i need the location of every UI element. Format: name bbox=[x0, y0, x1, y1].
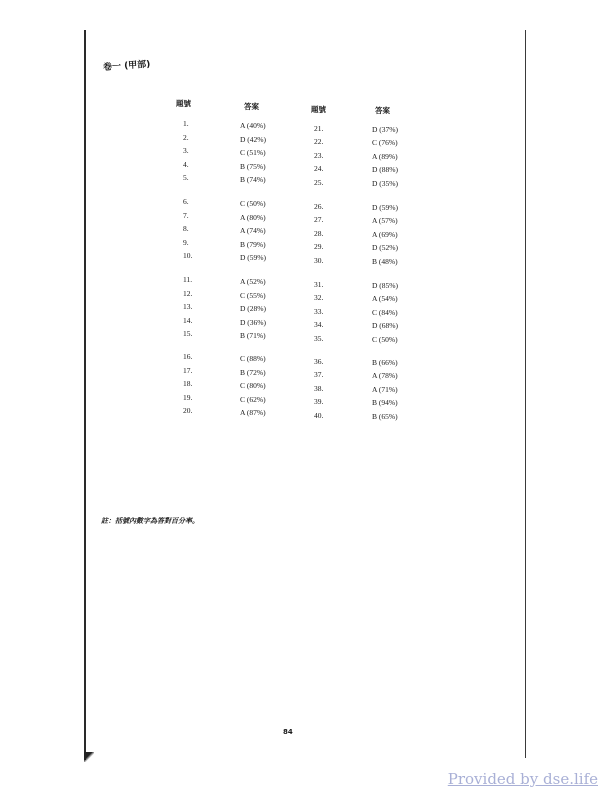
answer-row bbox=[183, 251, 267, 263]
answer-value: D (59%) bbox=[372, 203, 399, 212]
answer-row bbox=[314, 306, 398, 317]
answer-row bbox=[183, 392, 266, 404]
question-number: 17. bbox=[183, 365, 193, 375]
answer-value: D (42%) bbox=[240, 134, 267, 144]
answer-value: A (57%) bbox=[372, 216, 398, 226]
answer-value: C (55%) bbox=[240, 290, 266, 300]
question-number: 32. bbox=[314, 293, 324, 303]
answer-row bbox=[183, 365, 266, 377]
answer-value: C (76%) bbox=[372, 138, 398, 148]
question-number: 12. bbox=[183, 288, 193, 298]
question-number: 33. bbox=[314, 306, 324, 316]
question-number: 29. bbox=[314, 242, 324, 252]
question-number: 3. bbox=[183, 146, 189, 156]
question-number: 38. bbox=[314, 383, 324, 393]
answer-value: D (88%) bbox=[372, 165, 399, 175]
question-number: 22. bbox=[314, 137, 324, 147]
answer-row bbox=[314, 124, 399, 134]
answer-row bbox=[314, 383, 398, 394]
answer-row bbox=[314, 370, 398, 381]
answer-value: C (84%) bbox=[372, 307, 398, 317]
question-number: 8. bbox=[183, 224, 189, 234]
question-number: 24. bbox=[314, 164, 324, 174]
answer-value: A (69%) bbox=[372, 229, 398, 239]
question-number: 39. bbox=[314, 397, 324, 407]
question-number: 23. bbox=[314, 150, 324, 160]
answer-row bbox=[314, 215, 398, 226]
question-number: 14. bbox=[183, 315, 193, 325]
question-number: 21. bbox=[314, 124, 324, 133]
answer-value: A (54%) bbox=[372, 294, 398, 304]
question-number: 15. bbox=[183, 329, 193, 339]
question-number: 26. bbox=[314, 202, 324, 211]
answer-value: B (94%) bbox=[372, 398, 398, 408]
question-number: 35. bbox=[314, 333, 324, 343]
answer-row bbox=[183, 302, 267, 314]
question-number: 6. bbox=[183, 197, 189, 206]
question-number: 10. bbox=[183, 251, 193, 261]
question-number: 28. bbox=[314, 228, 324, 238]
question-number: 36. bbox=[314, 357, 324, 366]
answer-value: A (74%) bbox=[240, 226, 266, 236]
answer-value: C (80%) bbox=[240, 381, 266, 391]
answer-row bbox=[314, 242, 399, 253]
question-number: 5. bbox=[183, 173, 189, 183]
paper-title: 卷一 (甲部) bbox=[102, 59, 151, 73]
answer-row bbox=[183, 406, 266, 418]
header-left-answer: 答案 bbox=[244, 102, 259, 111]
question-number: 4. bbox=[183, 159, 189, 169]
answer-row bbox=[183, 224, 266, 236]
answer-row bbox=[314, 410, 398, 421]
question-number: 31. bbox=[314, 280, 324, 289]
answer-row bbox=[314, 164, 399, 175]
question-number: 2. bbox=[183, 132, 189, 142]
answer-value: B (66%) bbox=[372, 358, 398, 367]
answer-value: B (48%) bbox=[372, 256, 398, 266]
question-number: 19. bbox=[183, 392, 193, 402]
answer-row bbox=[183, 197, 266, 208]
question-number: 25. bbox=[314, 177, 324, 187]
question-number: 20. bbox=[183, 406, 193, 416]
page-number: 84 bbox=[283, 728, 293, 736]
answer-row bbox=[183, 132, 267, 144]
answer-value: D (37%) bbox=[372, 125, 399, 134]
header-right-question: 題號 bbox=[311, 105, 326, 114]
scan-bottom-shadow bbox=[84, 752, 94, 762]
answer-row bbox=[314, 333, 398, 344]
question-number: 37. bbox=[314, 370, 324, 380]
answer-value: B (65%) bbox=[372, 411, 398, 421]
answer-row bbox=[183, 379, 266, 391]
question-number: 11. bbox=[183, 275, 193, 284]
answer-row bbox=[183, 315, 267, 327]
footnote: 註：括號內數字為答對百分率。 bbox=[101, 517, 199, 525]
answer-row bbox=[314, 177, 399, 188]
scan-left-edge bbox=[84, 30, 86, 760]
answer-row bbox=[183, 237, 266, 249]
answer-row bbox=[183, 329, 266, 341]
answer-row bbox=[314, 280, 399, 290]
answer-value: B (74%) bbox=[240, 175, 266, 185]
question-number: 40. bbox=[314, 410, 324, 420]
question-number: 27. bbox=[314, 215, 324, 225]
answer-value: D (28%) bbox=[240, 304, 267, 314]
answer-row bbox=[183, 210, 266, 222]
answer-value: A (87%) bbox=[240, 408, 266, 418]
answer-row bbox=[183, 275, 266, 286]
answer-row bbox=[314, 228, 398, 239]
answer-row bbox=[183, 119, 266, 130]
footer-source-link[interactable]: Provided by dse.life bbox=[447, 770, 598, 788]
header-left-question: 題號 bbox=[176, 99, 191, 108]
answer-value: B (75%) bbox=[240, 161, 266, 171]
header-right-answer: 答案 bbox=[375, 106, 390, 115]
answer-row bbox=[314, 397, 398, 408]
answer-value: A (78%) bbox=[372, 371, 398, 381]
question-number: 7. bbox=[183, 210, 189, 220]
answer-row bbox=[314, 150, 398, 161]
answer-value: D (35%) bbox=[372, 178, 399, 188]
answer-value: A (89%) bbox=[372, 151, 398, 161]
answer-value: D (52%) bbox=[372, 243, 399, 253]
answer-value: D (36%) bbox=[240, 317, 267, 327]
question-number: 34. bbox=[314, 320, 324, 330]
answer-row bbox=[314, 357, 398, 367]
answer-value: D (68%) bbox=[372, 321, 399, 331]
answer-value: A (52%) bbox=[240, 277, 266, 286]
answer-row bbox=[314, 137, 398, 148]
answer-row bbox=[314, 202, 399, 212]
question-number: 30. bbox=[314, 255, 324, 265]
question-number: 13. bbox=[183, 302, 193, 312]
answer-value: B (72%) bbox=[240, 367, 266, 377]
answer-value: A (80%) bbox=[240, 212, 266, 222]
question-number: 9. bbox=[183, 237, 189, 247]
question-number: 1. bbox=[183, 119, 189, 128]
question-number: 18. bbox=[183, 379, 193, 389]
answer-row bbox=[183, 288, 266, 300]
answer-value: C (51%) bbox=[240, 148, 266, 158]
answer-value: A (71%) bbox=[372, 384, 398, 394]
answer-row bbox=[183, 146, 266, 158]
answer-row bbox=[183, 352, 266, 363]
question-number: 16. bbox=[183, 352, 193, 361]
answer-row bbox=[314, 320, 399, 331]
answer-row bbox=[314, 255, 398, 266]
answer-row bbox=[183, 159, 266, 171]
answer-row bbox=[314, 293, 398, 304]
answer-value: D (85%) bbox=[372, 281, 399, 290]
answer-value: C (50%) bbox=[372, 334, 398, 344]
answer-value: B (79%) bbox=[240, 239, 266, 249]
answer-row bbox=[183, 173, 266, 185]
answer-value: C (88%) bbox=[240, 354, 266, 363]
answer-value: D (59%) bbox=[240, 253, 267, 263]
scan-right-edge bbox=[525, 30, 526, 758]
answer-value: B (71%) bbox=[240, 331, 266, 341]
answer-value: C (62%) bbox=[240, 394, 266, 404]
answer-value: C (50%) bbox=[240, 199, 266, 208]
answer-value: A (40%) bbox=[240, 121, 266, 130]
